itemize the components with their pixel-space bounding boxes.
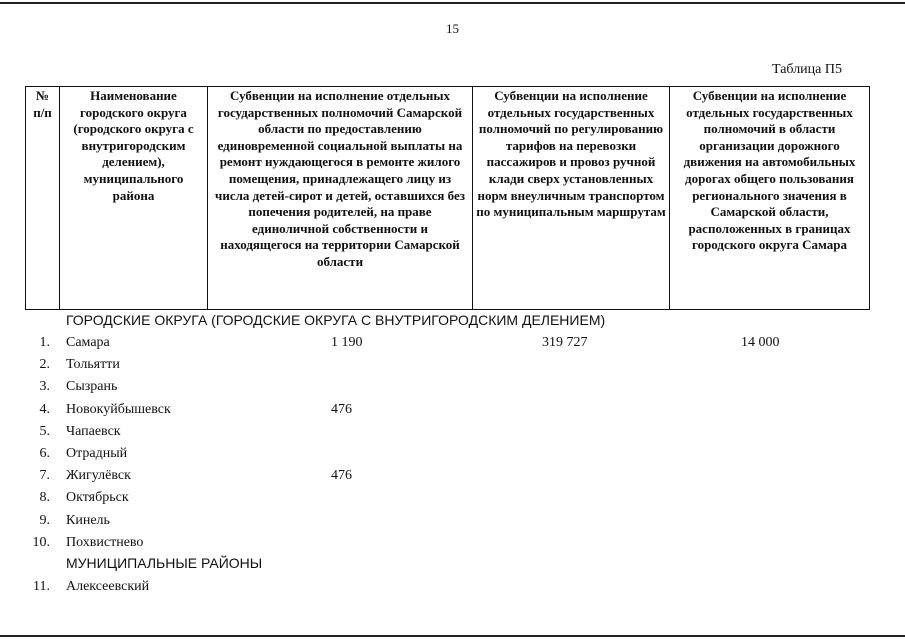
table-row — [25, 354, 869, 376]
row-number: 2. — [39, 357, 50, 373]
row-name: Самара — [66, 335, 110, 350]
header-col-subvention-traffic: Субвенции на исполнение отдельных государственных полномочий в области организации дорожного движения на автомобильных дорогах общего пользования регионального значения в Самарской области, расположенных в границах городского округа Самара — [670, 87, 870, 310]
table-row — [25, 399, 869, 421]
row-number: 7. — [39, 468, 50, 484]
row-number: 1. — [39, 335, 50, 350]
row-name: Алексеевский — [66, 579, 150, 594]
header-col-subvention-tariffs: Субвенции на исполнение отдельных государственных полномочий по регулированию тарифов на перевозки пассажиров и провоз ручной клади сверх установленных норм внеуличным транспортом по муниципальным маршрутам — [473, 87, 670, 310]
row-value-repair: 476 — [331, 401, 352, 417]
header-col-subvention-repair: Субвенции на исполнение отдельных государственных полномочий Самарской области по предоставлению единовременной социальной выплаты на ремонт нуждающегося в ремонте жилого помещения, принадлежащего лицу из числа детей-сирот и детей, оставшихся без попечения родителей, на праве единоличной собственности и находящегося на территории Самарской области — [208, 87, 473, 310]
table-row — [25, 487, 869, 509]
top-border-line — [0, 2, 905, 4]
table-label: Таблица П5 — [772, 62, 842, 77]
row-number: 3. — [39, 379, 50, 395]
row-number: 8. — [39, 490, 50, 506]
row-value-tariffs: 319 727 — [542, 335, 588, 350]
header-col-name: Наименование городского округа (городского округа с внутригородским делением), муниципального района — [60, 87, 208, 310]
table-row — [25, 532, 869, 554]
table-row — [25, 576, 869, 598]
row-number: 5. — [39, 423, 50, 439]
row-name: Жигулёвск — [66, 468, 131, 484]
table-row — [25, 465, 869, 487]
row-number: 6. — [39, 445, 50, 461]
section-urban-districts: ГОРОДСКИЕ ОКРУГА (ГОРОДСКИЕ ОКРУГА С ВНУТРИГОРОДСКИМ ДЕЛЕНИЕМ) — [66, 312, 606, 328]
row-value-repair: 476 — [331, 468, 352, 484]
table-row — [25, 332, 869, 354]
row-name: Новокуйбышевск — [66, 401, 171, 417]
row-name: Отрадный — [66, 445, 128, 461]
row-number: 10. — [32, 534, 50, 550]
row-number: 11. — [33, 579, 50, 594]
row-value-repair: 1 190 — [331, 335, 363, 350]
row-value-traffic: 14 000 — [741, 335, 780, 350]
table-row — [25, 421, 869, 443]
table-header — [25, 86, 870, 310]
table-row — [25, 376, 869, 398]
bottom-border-line — [0, 635, 905, 637]
row-name: Чапаевск — [66, 423, 121, 439]
table-row — [25, 510, 869, 532]
row-name: Тольятти — [66, 357, 120, 373]
page-number: 15 — [446, 21, 459, 36]
row-number: 4. — [39, 401, 50, 417]
row-number: 9. — [39, 512, 50, 528]
row-name: Похвистнево — [66, 534, 144, 550]
row-name: Сызрань — [66, 379, 118, 395]
row-name: Кинель — [66, 512, 110, 528]
section-municipal-districts: МУНИЦИПАЛЬНЫЕ РАЙОНЫ — [66, 555, 263, 571]
header-col-num: № п/п — [26, 87, 60, 310]
row-name: Октябрьск — [66, 490, 129, 506]
urban-rows — [25, 332, 869, 554]
table-row — [25, 443, 869, 465]
